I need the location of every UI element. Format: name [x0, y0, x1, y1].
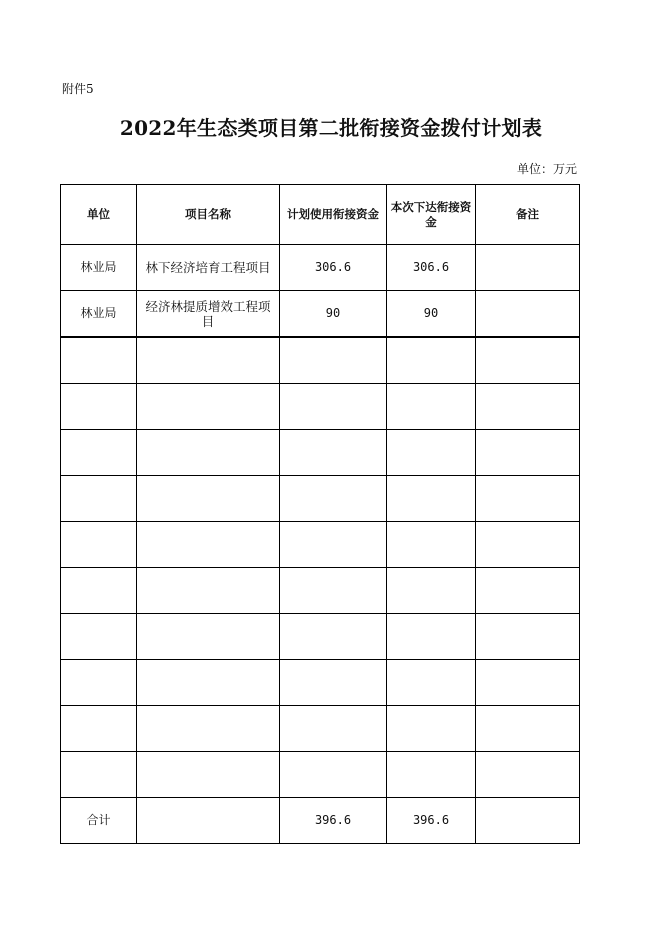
- empty-cell: [280, 384, 387, 430]
- empty-cell: [61, 430, 137, 476]
- total-label: 合计: [61, 798, 137, 844]
- cell-project-name: 林下经济培育工程项目: [137, 245, 280, 291]
- empty-row: [61, 476, 580, 522]
- total-issued-funds: 396.6: [387, 798, 476, 844]
- total-remarks: [476, 798, 580, 844]
- attachment-label: 附件5: [62, 82, 94, 96]
- empty-cell: [137, 752, 280, 798]
- empty-cell: [61, 384, 137, 430]
- empty-cell: [61, 568, 137, 614]
- empty-cell: [137, 522, 280, 568]
- empty-cell: [137, 614, 280, 660]
- empty-cell: [137, 568, 280, 614]
- empty-cell: [61, 337, 137, 384]
- cell-planned-funds: 90: [280, 291, 387, 338]
- empty-row: [61, 384, 580, 430]
- allocation-table: [60, 184, 580, 844]
- cell-remarks: [476, 291, 580, 338]
- empty-cell: [387, 752, 476, 798]
- header-unit: 单位: [61, 185, 137, 245]
- cell-unit: 林业局: [61, 291, 137, 338]
- empty-row: [61, 337, 580, 384]
- empty-cell: [137, 337, 280, 384]
- empty-cell: [61, 614, 137, 660]
- empty-cell: [476, 522, 580, 568]
- unit-label: 单位：万元: [516, 162, 577, 176]
- empty-cell: [61, 660, 137, 706]
- empty-row: [61, 568, 580, 614]
- empty-cell: [387, 706, 476, 752]
- empty-cell: [476, 430, 580, 476]
- empty-cell: [476, 614, 580, 660]
- empty-row: [61, 522, 580, 568]
- empty-row: [61, 752, 580, 798]
- cell-remarks: [476, 245, 580, 291]
- empty-cell: [280, 660, 387, 706]
- cell-issued-funds: 90: [387, 291, 476, 338]
- total-row: [61, 798, 580, 844]
- empty-cell: [137, 660, 280, 706]
- empty-cell: [476, 337, 580, 384]
- empty-cell: [137, 476, 280, 522]
- empty-cell: [387, 522, 476, 568]
- empty-cell: [280, 430, 387, 476]
- empty-cell: [280, 752, 387, 798]
- empty-cell: [387, 430, 476, 476]
- empty-cell: [476, 384, 580, 430]
- empty-cell: [280, 522, 387, 568]
- empty-cell: [61, 476, 137, 522]
- header-planned-funds: 计划使用衔接资金: [280, 185, 387, 245]
- empty-row: [61, 614, 580, 660]
- empty-cell: [280, 476, 387, 522]
- table-header-row: [61, 185, 580, 245]
- empty-cell: [61, 522, 137, 568]
- table-row: [61, 291, 580, 338]
- empty-cell: [476, 706, 580, 752]
- empty-cell: [280, 337, 387, 384]
- empty-cell: [137, 430, 280, 476]
- empty-cell: [280, 568, 387, 614]
- header-remarks: 备注: [476, 185, 580, 245]
- empty-cell: [387, 614, 476, 660]
- empty-cell: [476, 752, 580, 798]
- cell-planned-funds: 306.6: [280, 245, 387, 291]
- empty-cell: [476, 660, 580, 706]
- header-issued-funds: 本次下达衔接资金: [387, 185, 476, 245]
- empty-cell: [280, 614, 387, 660]
- empty-cell: [387, 384, 476, 430]
- table-row: [61, 245, 580, 291]
- empty-cell: [387, 568, 476, 614]
- empty-cell: [387, 660, 476, 706]
- total-project-name: [137, 798, 280, 844]
- empty-row: [61, 430, 580, 476]
- cell-project-name: 经济林提质增效工程项目: [137, 291, 280, 338]
- empty-cell: [387, 337, 476, 384]
- empty-cell: [137, 706, 280, 752]
- empty-cell: [280, 706, 387, 752]
- empty-cell: [137, 384, 280, 430]
- empty-row: [61, 706, 580, 752]
- total-planned-funds: 396.6: [280, 798, 387, 844]
- empty-cell: [387, 476, 476, 522]
- header-project-name: 项目名称: [137, 185, 280, 245]
- page-title: 2022年生态类项目第二批衔接资金拨付计划表: [119, 116, 543, 140]
- cell-unit: 林业局: [61, 245, 137, 291]
- empty-row: [61, 660, 580, 706]
- empty-cell: [476, 568, 580, 614]
- empty-cell: [61, 752, 137, 798]
- empty-cell: [61, 706, 137, 752]
- cell-issued-funds: 306.6: [387, 245, 476, 291]
- empty-cell: [476, 476, 580, 522]
